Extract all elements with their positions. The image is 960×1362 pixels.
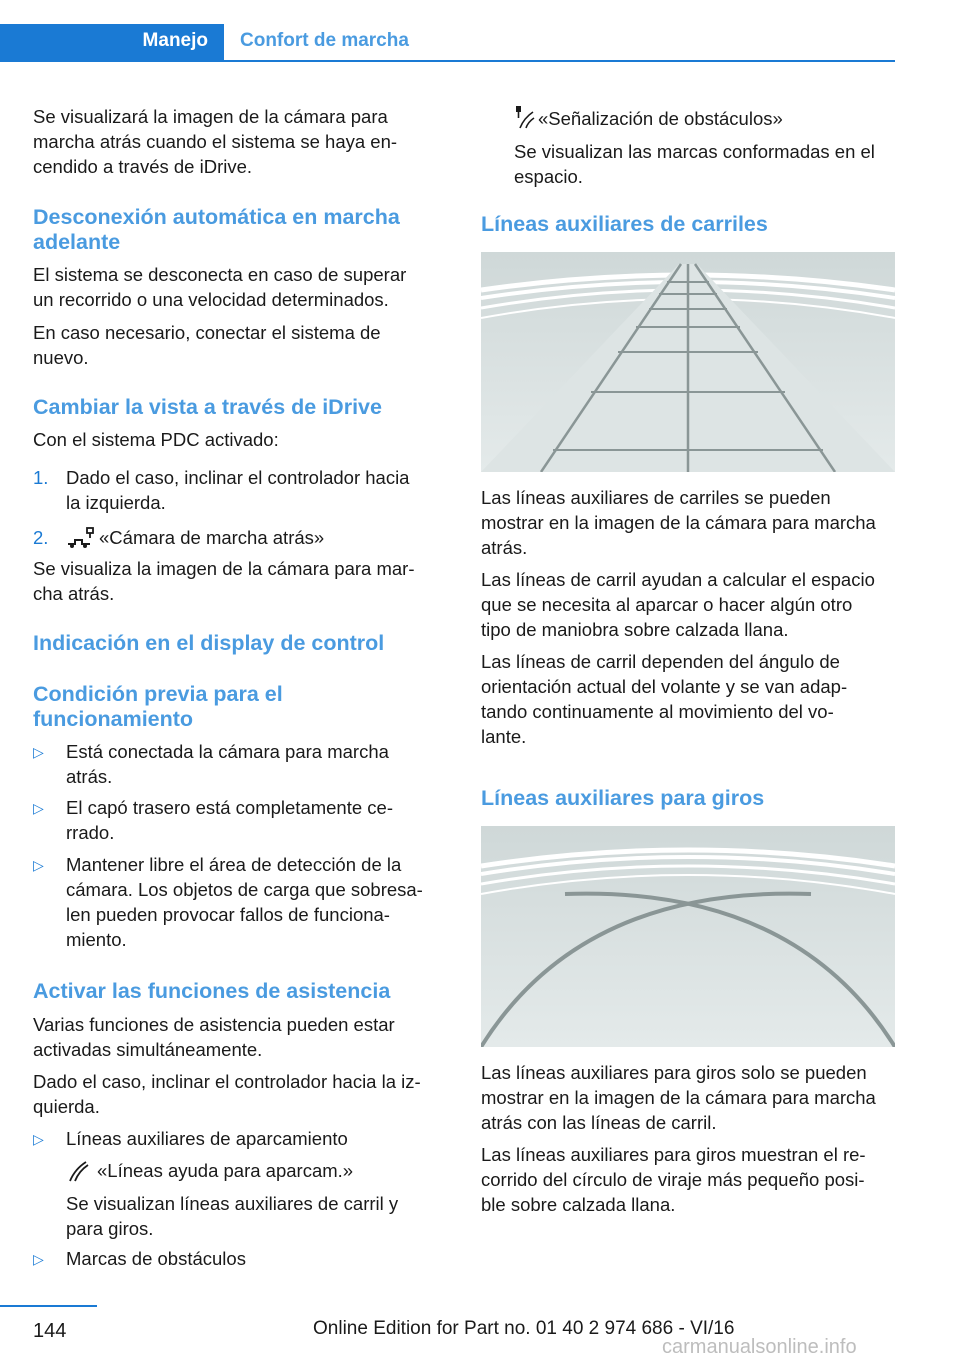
bullet-obstacle-marks: Marcas de obstáculos (66, 1248, 246, 1269)
heading-control-display: Indicación en el display de control (33, 631, 385, 655)
bullet-camera-connected: Está conectada la cámara para marcha atrás. (66, 741, 389, 787)
bullet-parking-lines: Líneas auxiliares de aparcamiento (66, 1128, 348, 1149)
footer-divider (0, 1305, 97, 1307)
bullet-marker: ▷ (33, 1251, 44, 1267)
rear-camera-icon (66, 526, 96, 550)
heading-precondition: Condición previa para el funcionamiento (33, 682, 283, 731)
edition-note: Online Edition for Part no. 01 40 2 974 686 - VI/16 (313, 1318, 735, 1339)
heading-change-view: Cambiar la vista a través de iDrive (33, 395, 382, 419)
paragraph-lane-lines-steering: Las líneas de carril dependen del ángulo de orientación actual del volante y se van adap‐ tando continuamente al movimiento del vo‐ lante. (481, 651, 848, 747)
step-1-text: Dado el caso, inclinar el controlador hacia la izquierda. (66, 467, 410, 513)
heading-assist-functions: Activar las funciones de asistencia (33, 979, 391, 1003)
bullet-marker: ▷ (33, 1131, 44, 1147)
obstacle-menu: «Señalización de obstáculos» (538, 108, 783, 129)
parking-lines-description: Se visualizan líneas auxiliares de carril y para giros. (66, 1193, 399, 1239)
paragraph-turn-lines-radius: Las líneas auxiliares para giros muestran el re‐ corrido del círculo de viraje más pequeño posi‐ ble sobre calzada llana. (481, 1144, 866, 1215)
step-number: 1. (33, 467, 49, 488)
step-number: 2. (33, 527, 49, 548)
paragraph-intro: Se visualizará la imagen de la cámara para marcha atrás cuando el sistema se haya en‐ cendido a través de iDrive. (33, 106, 398, 177)
watermark: carmanualsonline.info (662, 1336, 857, 1358)
parking-lines-icon (66, 1159, 90, 1183)
bullet-marker: ▷ (33, 744, 44, 760)
paragraph-disconnect: El sistema se desconecta en caso de superar un recorrido o una velocidad determinados. (33, 264, 407, 310)
step-2-text: «Cámara de marcha atrás» (99, 527, 325, 548)
parking-lines-menu: «Líneas ayuda para aparcam.» (97, 1160, 354, 1181)
paragraph-multiple-functions: Varias funciones de asistencia pueden estar activadas simultáneamente. (33, 1014, 395, 1060)
section-tab-manejo[interactable] (0, 24, 224, 62)
heading-turn-lines: Líneas auxiliares para giros (481, 786, 765, 810)
turn-lines-image (481, 826, 895, 1047)
section-tab-label: Manejo (142, 30, 208, 51)
lane-lines-image (481, 252, 895, 472)
page-number: 144 (33, 1320, 67, 1342)
paragraph-lane-lines-help: Las líneas de carril ayudan a calcular el espacio que se necesita al aparcar o hacer algún otro tipo de maniobra sobre calzada llana. (481, 569, 875, 640)
paragraph-camera-view: Se visualiza la imagen de la cámara para mar‐ cha atrás. (33, 558, 415, 604)
bullet-marker: ▷ (33, 857, 44, 873)
paragraph-lane-lines-show: Las líneas auxiliares de carriles se pueden mostrar en la imagen de la cámara para marcha atrás. (481, 487, 876, 558)
paragraph-reconnect: En caso necesario, conectar el sistema de nuevo. (33, 322, 381, 368)
paragraph-obstacle-marks: Se visualizan las marcas conformadas en el espacio. (514, 141, 875, 187)
bullet-marker: ▷ (33, 800, 44, 816)
paragraph-turn-lines-show: Las líneas auxiliares para giros solo se pueden mostrar en la imagen de la cámara para marcha atrás con las líneas de carril. (481, 1062, 876, 1133)
heading-lane-lines: Líneas auxiliares de carriles (481, 212, 768, 236)
obstacle-marking-icon (514, 104, 536, 130)
header-divider (224, 60, 895, 62)
bullet-hatch-closed: El capó trasero está completamente ce‐ rrado. (66, 797, 393, 843)
paragraph-pdc-active: Con el sistema PDC activado: (33, 429, 279, 450)
page-header (0, 0, 960, 62)
paragraph-tilt-controller: Dado el caso, inclinar el controlador hacia la iz‐ quierda. (33, 1071, 421, 1117)
subsection-tab-confort[interactable]: Confort de marcha (240, 30, 409, 51)
bullet-keep-clear: Mantener libre el área de detección de la cámara. Los objetos de carga que sobresa‐ len pueden provocar fallos de funciona‐ miento. (66, 854, 423, 950)
heading-auto-disconnect: Desconexión automática en marcha adelante (33, 205, 400, 254)
